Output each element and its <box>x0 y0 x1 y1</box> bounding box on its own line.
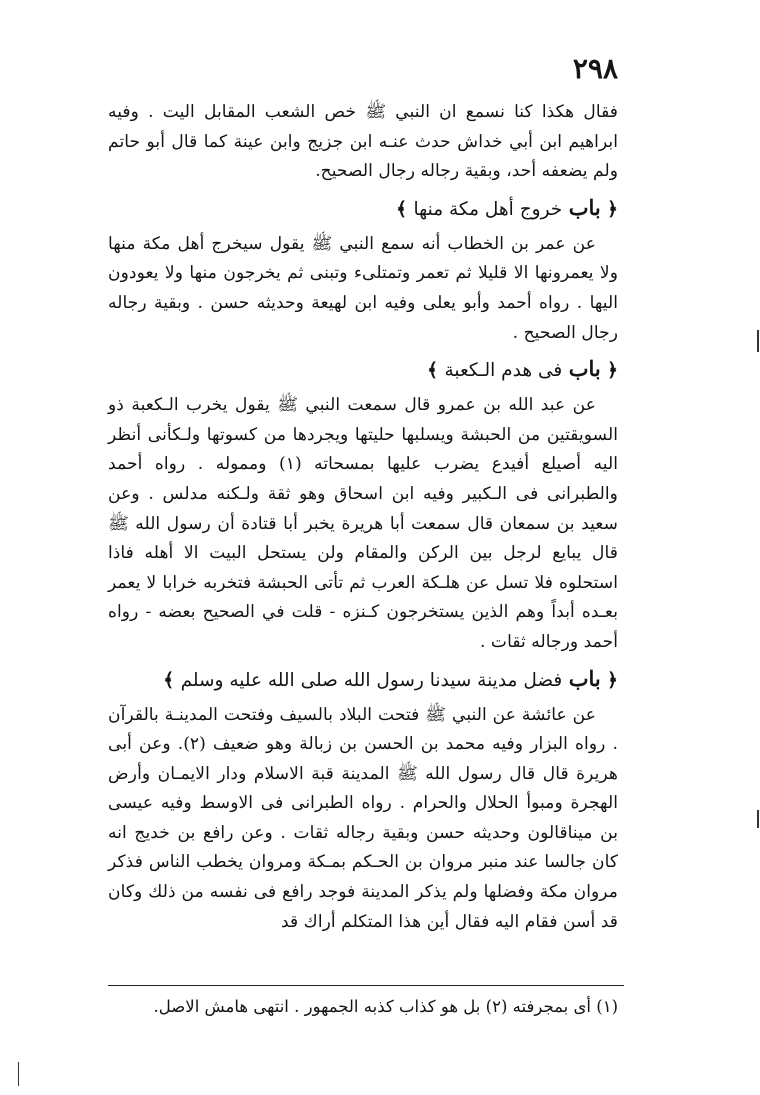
footnotes: (١) أى بمجرفته (٢) بل هو كذاب كذبه الجمهور . انتهى هامش الاصل. <box>153 997 618 1016</box>
heading-close-bracket: ﴾ <box>163 669 175 691</box>
heading-close-bracket: ﴾ <box>396 198 407 220</box>
page-number: ٢٩٨ <box>572 52 618 85</box>
section-heading-2 <box>108 354 618 385</box>
heading-open-bracket: ﴿ <box>607 198 618 220</box>
paragraph-1: فقال هكذا كنا نسمع ان النبي ﷺ خص الشعب المقابل اليت . وفيه ابراهيم ابن أبي خداش حدث عنـه ابن جزيج وابن عينة كما قال أبو حاتم ولم يضعفه أحد، وبقية رجاله رجال الصحيح. <box>108 102 618 182</box>
section-heading-3 <box>108 664 618 695</box>
heading-title: خروج أهل مكة منها <box>413 198 563 220</box>
paragraph-2: عن عمر بن الخطاب أنه سمع النبي ﷺ يقول سيخرج أهل مكة منها ولا يعمرونها الا قليلا ثم تعمر وتمتلىء وتبنى ثم يخرجون منها ولا يعودون اليها . رواه أحمد وأبو يعلى وفيه ابن لهيعة وحديثه حسن . وبقية رجاله رجال الصحيح . <box>108 233 618 343</box>
paragraph-3: عن عبد الله بن عمرو قال سمعت النبي ﷺ يقول يخرب الـكعبة ذو السويقتين من الحبشة ويسلبها حليتها ويجردها من كسوتها ولـكأنى أنظر اليه أصيلع أفيدع يضرب عليها بمسحاته (١) ومموله . رواه أحمد والطبرانى فى الـكبير وفيه ابن اسحاق وهو ثقة ولـكنه مدلس . وعن سعيد بن سمعان قال سمعت أبا هريرة يخبر أبا قتادة أن رسول الله ﷺ قال يبايع لرجل بين الركن والمقام ولن يستحل البيت الا أهله فاذا استحلوه فلا تسل عن هلـكة العرب ثم تأتى الحبشة فتخربه خرابا لا يعمر بعـده أبداً وهم الذين يستخرجون كـنزه - قلت في الصحيح بعضه - رواه أحمد ورجاله ثقات . <box>108 395 618 652</box>
heading-title: فى هدم الـكعبة <box>444 360 563 382</box>
heading-bab-label: باب <box>568 356 601 382</box>
section-heading-1 <box>108 193 618 224</box>
heading-close-bracket: ﴾ <box>427 360 438 382</box>
heading-bab-label: باب <box>568 194 601 220</box>
scan-edge-mark <box>757 330 759 352</box>
heading-bab-label: باب <box>568 665 601 691</box>
heading-title: فضل مدينة سيدنا رسول الله صلى الله عليه وسلم <box>180 669 563 691</box>
scan-edge-mark <box>18 1062 19 1086</box>
footnote-divider <box>108 985 624 986</box>
heading-open-bracket: ﴿ <box>607 360 618 382</box>
page-body <box>108 98 618 937</box>
paragraph-4: عن عائشة عن النبي ﷺ فتحت البلاد بالسيف وفتحت المدينـة بالقرآن . رواه البزار وفيه محمد بن الحسن بن زبالة وهو ضعيف (٢). وعن أبى هريرة قال قال رسول الله ﷺ المدينة قبة الاسلام ودار الايمـان وأرض الهجرة ومبوأ الحلال والحرام . رواه الطبرانى فى الاوسط وفيه عيسى بن ميناقالون وحديثه حسن وبقية رجاله ثقات . وعن رافع بن خديج انه كان جالسا عند منبر مروان بن الحـكم بمـكة ومروان يخطب الناس فذكر مروان مكة وفضلها ولم يذكر المدينة فوجد رافع فى نفسه من ذلك وكان قد أسن فقام اليه فقال أين هذا المتكلم أراك قد <box>108 704 618 932</box>
scan-edge-mark <box>757 810 759 828</box>
heading-open-bracket: ﴿ <box>607 669 618 691</box>
